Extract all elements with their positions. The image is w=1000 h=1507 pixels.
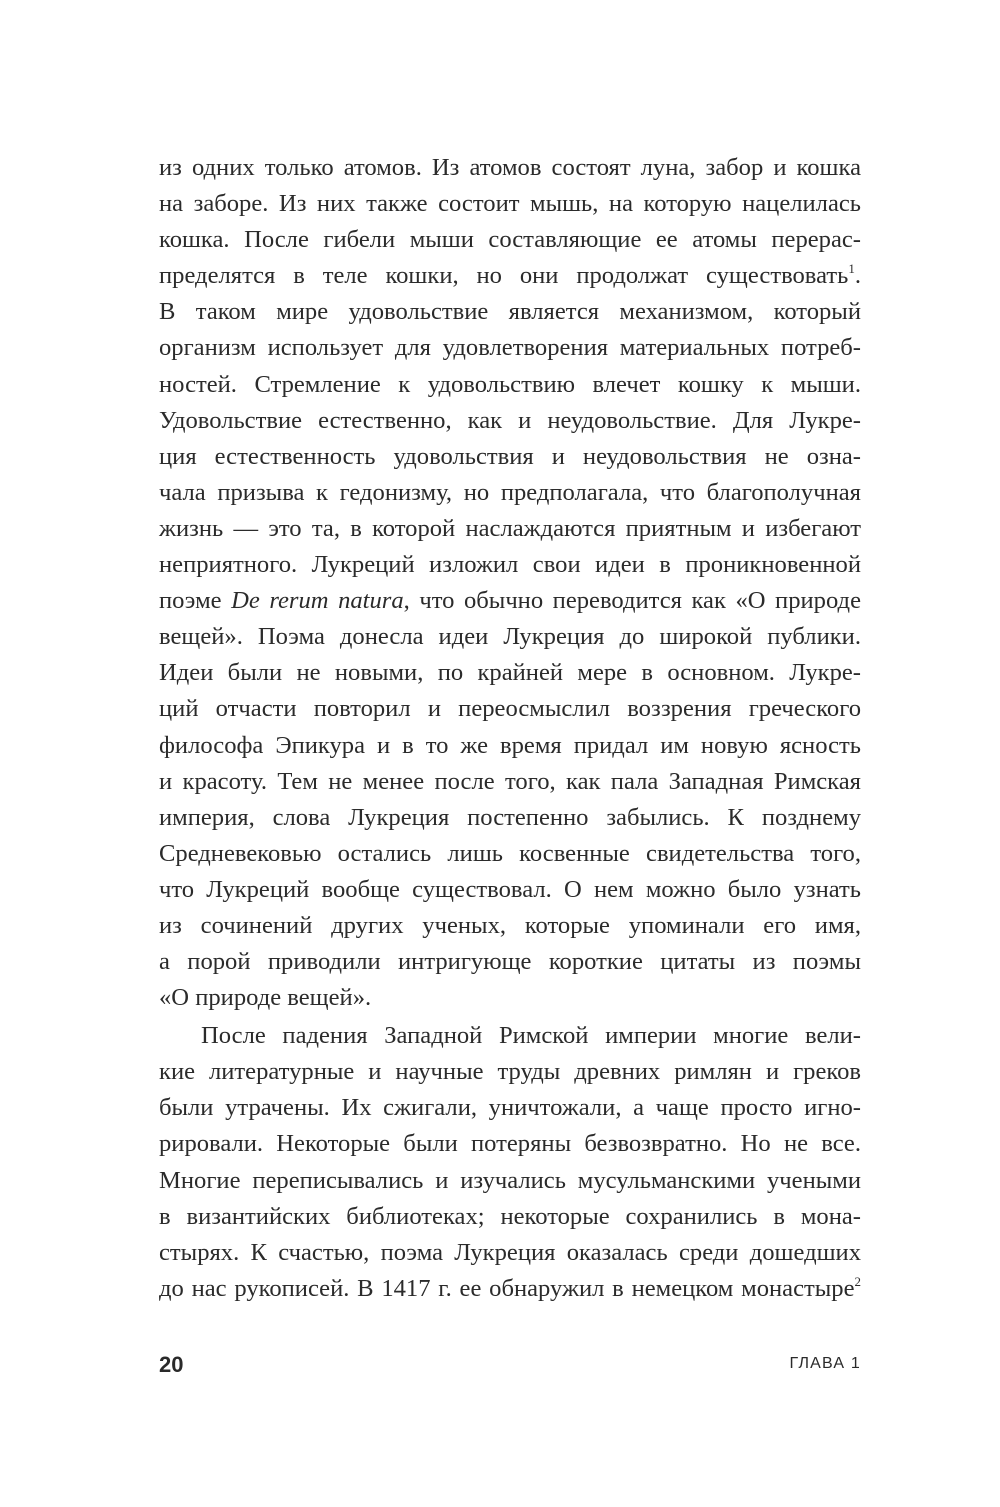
text-line: чала призыва к гедонизму, но предполагала, что благополучная bbox=[159, 478, 861, 506]
text-line: философа Эпикура и в то же время придал им новую ясность bbox=[159, 731, 861, 759]
text-segment: до нас рукописей. В 1417 г. ее обнаружил в немецком монастыре bbox=[159, 1274, 855, 1302]
text-line: вещей». Поэма донесла идеи Лукреция до широкой публики. bbox=[159, 623, 861, 651]
text-line: В таком мире удовольствие является механизмом, который bbox=[159, 298, 861, 326]
text-line bbox=[159, 1271, 861, 1307]
page-number: 20 bbox=[159, 1352, 184, 1377]
text-segment: пределятся в теле кошки, но они продолжат существовать bbox=[159, 262, 849, 290]
text-line: на заборе. Из них также состоит мышь, на которую нацелилась bbox=[159, 190, 861, 218]
text-line: кие литературные и научные труды древних римлян и греков bbox=[159, 1058, 861, 1086]
text-line bbox=[159, 583, 861, 619]
text-line: ция естественность удовольствия и неудовольствия не озна- bbox=[159, 442, 861, 470]
footnote-marker: 1 bbox=[848, 261, 855, 277]
text-line: империя, слова Лукреция постепенно забылись. К позднему bbox=[159, 803, 861, 831]
text-line: Удовольствие естественно, как и неудовольствие. Для Лукре- bbox=[159, 406, 861, 434]
paragraph bbox=[159, 150, 861, 1016]
text-line: Средневековью остались лишь косвенные свидетельства того, bbox=[159, 839, 861, 867]
text-line: что Лукреций вообще существовал. О нем можно было узнать bbox=[159, 875, 861, 903]
italic-title: De rerum natura bbox=[231, 587, 404, 615]
text-line: из одних только атомов. Из атомов состоят луна, забор и кошка bbox=[159, 154, 861, 181]
footnote-marker: 2 bbox=[854, 1273, 861, 1289]
text-line: ций отчасти повторил и переосмыслил воззрения греческого bbox=[159, 695, 861, 723]
text-line: из сочинений других ученых, которые упоминали его имя, bbox=[159, 911, 861, 939]
text-line: жизнь — это та, в которой наслаждаются приятным и избегают bbox=[159, 514, 861, 542]
text-line: а порой приводили интригующе короткие цитаты из поэмы bbox=[159, 948, 861, 976]
text-line: организм использует для удовлетворения материальных потреб- bbox=[159, 334, 861, 362]
text-line bbox=[159, 258, 861, 294]
text-line: кошка. После гибели мыши составляющие ее атомы перерас- bbox=[159, 226, 861, 254]
page-footer bbox=[159, 1352, 861, 1382]
text-line: Идеи были не новыми, по крайней мере в основном. Лукре- bbox=[159, 659, 861, 687]
running-head: ГЛАВА 1 bbox=[789, 1355, 861, 1372]
text-line: неприятного. Лукреций изложил свои идеи в проникновенной bbox=[159, 551, 861, 579]
text-segment: . bbox=[854, 262, 861, 290]
text-line: Многие переписывались и изучались мусульманскими учеными bbox=[159, 1166, 861, 1194]
text-line: стырях. К счастью, поэма Лукреция оказалась среди дошедших bbox=[159, 1238, 861, 1266]
text-segment: , что обычно переводится как «О природе bbox=[403, 587, 861, 615]
text-line: После падения Западной Римской империи многие вели- bbox=[201, 1022, 861, 1050]
text-line: «О природе вещей». bbox=[159, 984, 372, 1012]
text-line: были утрачены. Их сжигали, уничтожали, а чаще просто игно- bbox=[159, 1094, 861, 1122]
text-line: и красоту. Тем не менее после того, как пала Западная Римская bbox=[159, 767, 861, 795]
paragraph bbox=[159, 1018, 861, 1307]
text-line: ностей. Стремление к удовольствию влечет кошку к мыши. bbox=[159, 370, 861, 398]
text-line: рировали. Некоторые были потеряны безвозвратно. Но не все. bbox=[159, 1130, 861, 1158]
text-line: в византийских библиотеках; некоторые сохранились в мона- bbox=[159, 1202, 861, 1230]
body-text bbox=[159, 150, 861, 1307]
text-segment: поэме bbox=[159, 587, 232, 615]
